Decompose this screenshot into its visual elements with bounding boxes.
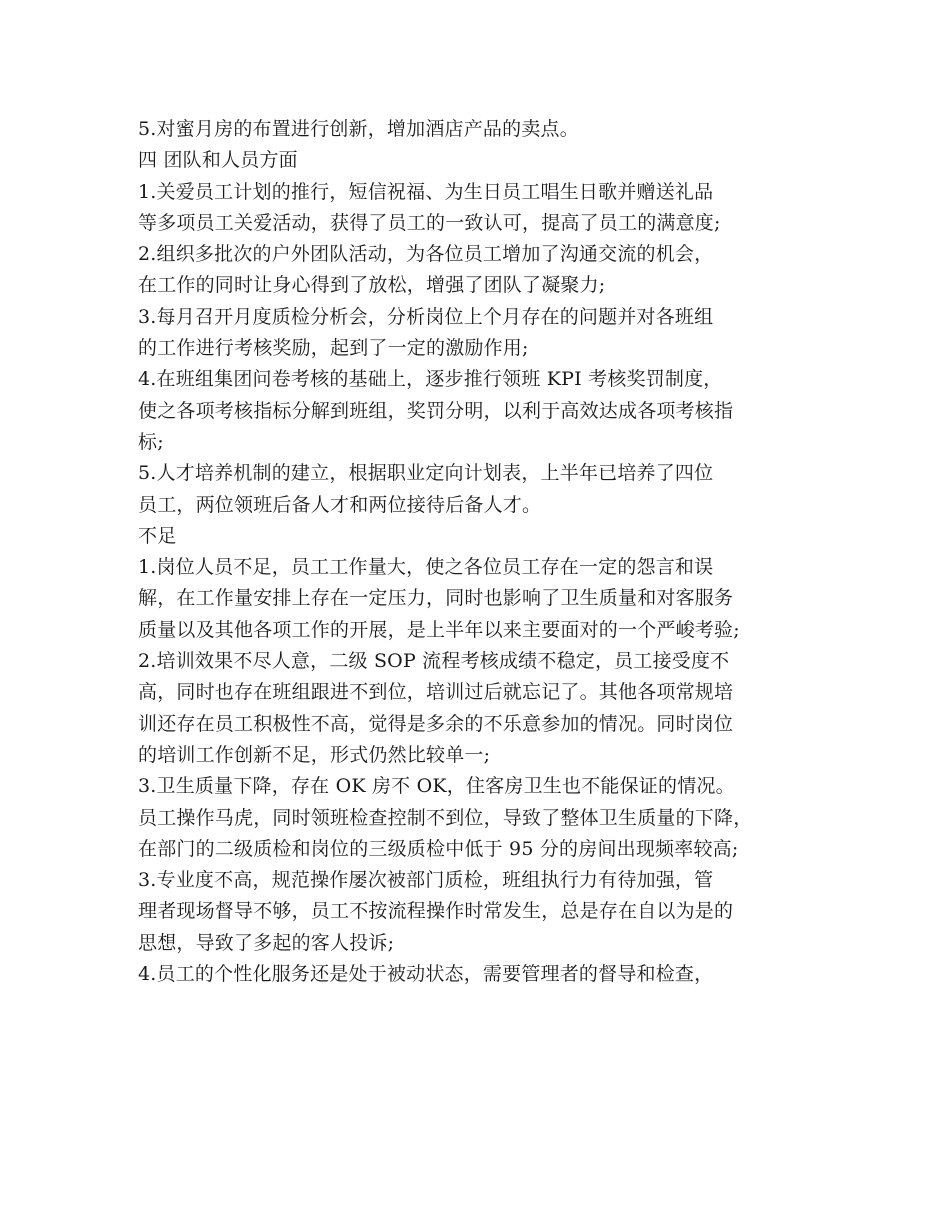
text-line: 2.组织多批次的户外团队活动，为各位员工增加了沟通交流的机会， <box>138 243 714 266</box>
text-line: 3.每月召开月度质检分析会，分析岗位上个月存在的问题并对各班组 <box>138 305 714 328</box>
text-line: 3.卫生质量下降，存在 OK 房不 OK，住客房卫生也不能保证的情况。 <box>138 775 735 798</box>
section-heading: 不足 <box>138 524 177 547</box>
text-line: 3.专业度不高，规范操作屡次被部门质检，班组执行力有待加强，管 <box>138 869 714 892</box>
text-line: 4.员工的个性化服务还是处于被动状态，需要管理者的督导和检查， <box>138 963 714 986</box>
text-line: 在部门的二级质检和岗位的三级质检中低于 95 分的房间出现频率较高; <box>138 837 739 860</box>
text-line: 高，同时也存在班组跟进不到位，培训过后就忘记了。其他各项常规培 <box>138 681 734 704</box>
text-line: 5.人才培养机制的建立，根据职业定向计划表，上半年已培养了四位 <box>138 462 714 485</box>
text-line: 1.关爱员工计划的推行，短信祝福、为生日员工唱生日歌并赠送礼品 <box>138 180 714 203</box>
text-line: 员工操作马虎，同时领班检查控制不到位，导致了整体卫生质量的下降， <box>138 806 753 829</box>
text-line: 的培训工作创新不足，形式仍然比较单一; <box>138 743 491 766</box>
text-line: 理者现场督导不够，员工不按流程操作时常发生，总是存在自以为是的 <box>138 900 734 923</box>
document-page <box>138 114 828 990</box>
text-line: 质量以及其他各项工作的开展，是上半年以来主要面对的一个严峻考验; <box>138 618 740 641</box>
text-line: 1.岗位人员不足，员工工作量大，使之各位员工存在一定的怨言和误 <box>138 556 714 579</box>
text-line: 标; <box>138 430 164 453</box>
text-line: 思想，导致了多起的客人投诉; <box>138 931 395 954</box>
section-heading: 四 团队和人员方面 <box>138 149 298 172</box>
text-line: 2.培训效果不尽人意，二级 SOP 流程考核成绩不稳定，员工接受度不 <box>138 650 730 673</box>
text-line: 使之各项考核指标分解到班组，奖罚分明，以利于高效达成各项考核指 <box>138 399 734 422</box>
text-line: 等多项员工关爱活动，获得了员工的一致认可，提高了员工的满意度; <box>138 211 721 234</box>
text-line: 训还存在员工积极性不高，觉得是多余的不乐意参加的情况。同时岗位 <box>138 712 734 735</box>
text-line: 4.在班组集团问卷考核的基础上，逐步推行领班 KPI 考核奖罚制度， <box>138 368 723 391</box>
text-line: 员工，两位领班后备人才和两位接待后备人才。 <box>138 493 542 516</box>
text-line: 的工作进行考核奖励，起到了一定的激励作用; <box>138 337 529 360</box>
text-line: 5.对蜜月房的布置进行创新，增加酒店产品的卖点。 <box>138 118 579 140</box>
text-line: 在工作的同时让身心得到了放松，增强了团队了凝聚力; <box>138 274 606 297</box>
text-line: 解，在工作量安排上存在一定压力，同时也影响了卫生质量和对客服务 <box>138 587 734 610</box>
